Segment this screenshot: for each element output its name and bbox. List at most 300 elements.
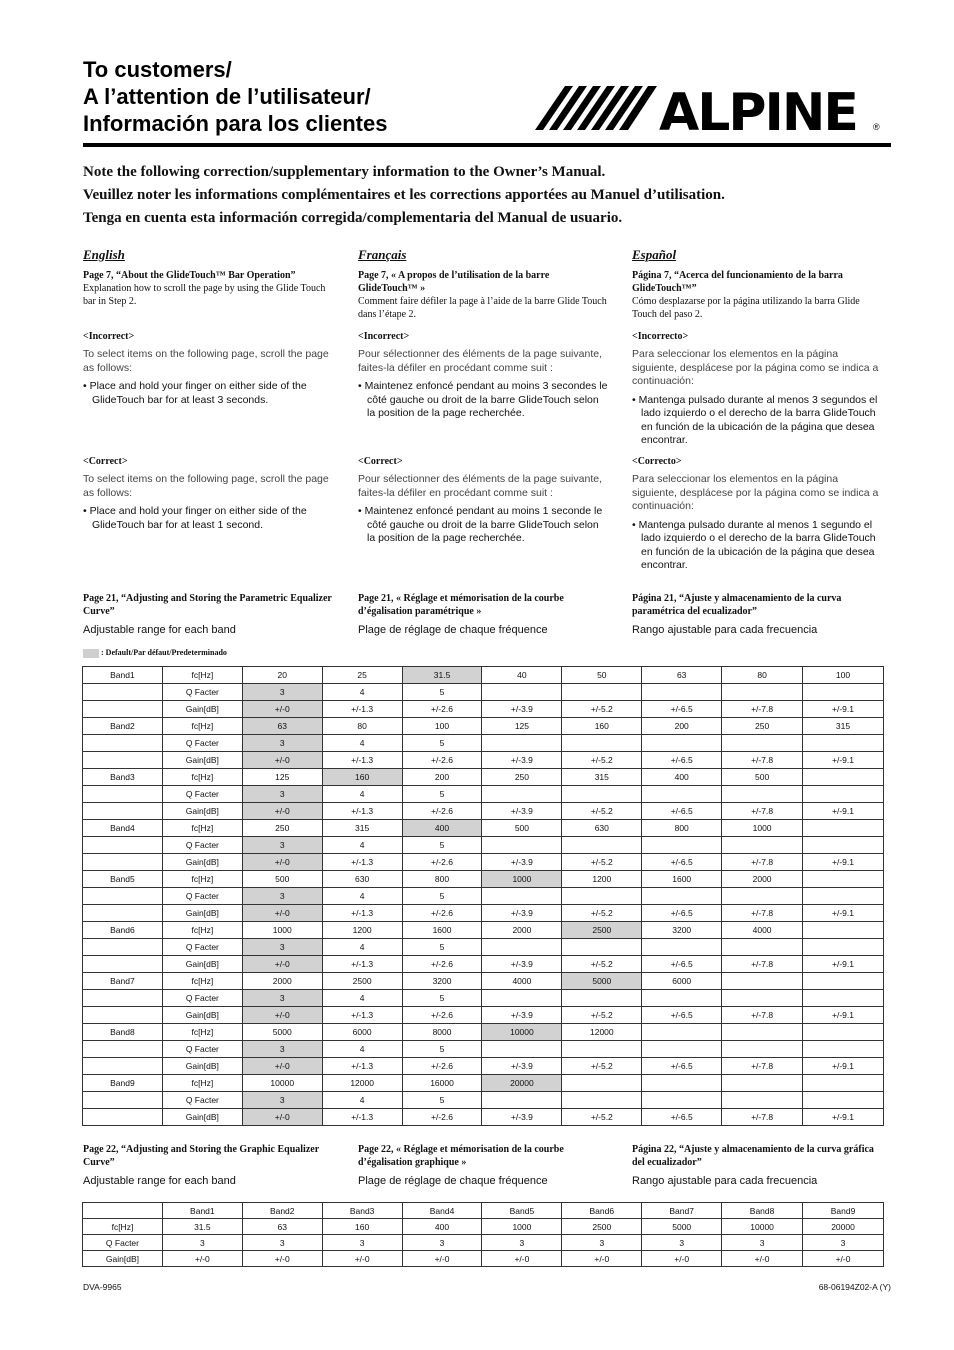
param-label-cell: Q Facter <box>162 837 242 854</box>
registered-mark: ® <box>873 122 880 132</box>
param-label-cell: Q Facter <box>162 1092 242 1109</box>
table-header-row <box>83 1203 884 1219</box>
fc-value-cell <box>722 1024 803 1041</box>
gain-value-cell: +/-2.6 <box>402 701 482 718</box>
q-value-cell <box>642 990 722 1007</box>
param-label-cell: fc[Hz] <box>162 769 242 786</box>
q-value-cell <box>482 684 562 701</box>
table-row <box>83 871 884 888</box>
table-cell: +/-0 <box>642 1251 722 1267</box>
gain-value-cell: +/-1.3 <box>322 1058 402 1075</box>
gain-value-cell: +/-2.6 <box>402 854 482 871</box>
header-rule <box>83 143 891 147</box>
fc-value-cell <box>642 1024 722 1041</box>
table-row <box>83 752 884 769</box>
gain-value-cell: +/-3.9 <box>482 701 562 718</box>
gain-value-cell: +/-5.2 <box>562 701 642 718</box>
fc-value-cell <box>562 1075 642 1092</box>
fc-value-cell: 8000 <box>402 1024 482 1041</box>
english-incorrect <box>83 331 333 407</box>
table-cell: Band5 <box>482 1203 562 1219</box>
gain-value-cell: +/-0 <box>242 1058 322 1075</box>
gain-value-cell: +/-3.9 <box>482 1109 562 1126</box>
fc-value-cell: 1600 <box>642 871 722 888</box>
legend-swatch <box>83 649 99 658</box>
gain-value-cell: +/-6.5 <box>642 1109 722 1126</box>
gain-value-cell: +/-1.3 <box>322 752 402 769</box>
gain-value-cell: +/-3.9 <box>482 1007 562 1024</box>
table-cell: Gain[dB] <box>83 1251 163 1267</box>
page21-title: Page 21, “Adjusting and Storing the Parametric Equalizer Curve” <box>83 593 332 617</box>
fc-value-cell: 5000 <box>242 1024 322 1041</box>
graphic-eq-table <box>82 1202 884 1267</box>
q-value-cell: 4 <box>322 1092 402 1109</box>
gain-value-cell: +/-7.8 <box>722 752 803 769</box>
table-row <box>83 1007 884 1024</box>
q-value-cell <box>642 888 722 905</box>
gain-value-cell: +/-7.8 <box>722 1109 803 1126</box>
table-row <box>83 1109 884 1126</box>
title-line-fr: A l’attention de l’utilisateur/ <box>83 84 371 109</box>
gain-value-cell: +/-5.2 <box>562 752 642 769</box>
band-name-cell <box>83 684 163 701</box>
intro-en: Note the following correction/supplementary information to the Owner’s Manual. <box>83 164 606 180</box>
page21-title: Page 21, « Réglage et mémorisation de la courbe d’égalisation paramétrique » <box>358 593 564 617</box>
gain-value-cell: +/-2.6 <box>402 1007 482 1024</box>
incorrect-text: Pour sélectionner des éléments de la page suivante, faites-la défiler en procédant comme suit : <box>358 348 602 374</box>
table-row <box>83 718 884 735</box>
param-label-cell: Q Facter <box>162 990 242 1007</box>
page22-title: Page 22, « Réglage et mémorisation de la courbe d’égalisation graphique » <box>358 1144 564 1168</box>
band-name-cell: Band7 <box>83 973 163 990</box>
legend-text: : Default/Par défaut/Predeterminado <box>101 648 227 657</box>
gain-value-cell: +/-5.2 <box>562 956 642 973</box>
brand-wordmark: ALPINE <box>659 83 857 136</box>
band-name-cell <box>83 1041 163 1058</box>
q-value-cell <box>722 684 803 701</box>
correct-tag: <Correct> <box>358 456 403 467</box>
fc-value-cell: 160 <box>322 769 402 786</box>
q-value-cell: 5 <box>402 837 482 854</box>
french-correct <box>358 456 608 546</box>
intro-es: Tenga en cuenta esta información corregida/complementaria del Manual de usuario. <box>83 210 623 226</box>
gain-value-cell: +/-6.5 <box>642 956 722 973</box>
correct-text: Para seleccionar los elementos en la página siguiente, desplácese por la página como se indica a continuación: <box>632 473 879 512</box>
fc-value-cell: 315 <box>803 718 884 735</box>
q-value-cell <box>642 1041 722 1058</box>
q-value-cell: 3 <box>242 786 322 803</box>
q-value-cell <box>803 1041 884 1058</box>
gain-value-cell: +/-0 <box>242 701 322 718</box>
q-value-cell <box>562 786 642 803</box>
fc-value-cell: 2000 <box>722 871 803 888</box>
fc-value-cell: 2500 <box>562 922 642 939</box>
band-name-cell <box>83 735 163 752</box>
page21-sub: Adjustable range for each band <box>83 624 236 636</box>
q-value-cell <box>722 990 803 1007</box>
fc-value-cell: 10000 <box>482 1024 562 1041</box>
fc-value-cell: 20000 <box>482 1075 562 1092</box>
fc-value-cell: 2000 <box>482 922 562 939</box>
q-value-cell <box>803 684 884 701</box>
table-cell: Band6 <box>562 1203 642 1219</box>
page7-title: Page 7, « A propos de l’utilisation de la barre GlideTouch™ » <box>358 270 550 294</box>
q-value-cell <box>562 1092 642 1109</box>
fc-value-cell: 200 <box>642 718 722 735</box>
incorrect-bullet: • Maintenez enfoncé pendant au moins 3 secondes le côté gauche ou droit de la barre GlideTouch selon la position de la page recherchée. <box>358 380 608 419</box>
table-cell: 3 <box>722 1235 803 1251</box>
correct-tag: <Correct> <box>83 456 128 467</box>
table-cell: Band8 <box>722 1203 803 1219</box>
gain-value-cell: +/-7.8 <box>722 1007 803 1024</box>
table-row <box>83 1058 884 1075</box>
fc-value-cell: 6000 <box>642 973 722 990</box>
band-name-cell <box>83 837 163 854</box>
correct-text: Pour sélectionner des éléments de la page suivante, faites-la défiler en procédant comme suit : <box>358 473 602 499</box>
q-value-cell: 5 <box>402 735 482 752</box>
q-value-cell <box>562 684 642 701</box>
gain-value-cell: +/-2.6 <box>402 1109 482 1126</box>
fc-value-cell: 315 <box>562 769 642 786</box>
fc-value-cell <box>803 973 884 990</box>
band-name-cell <box>83 786 163 803</box>
english-page21 <box>83 592 333 636</box>
table-row <box>83 1219 884 1235</box>
fc-value-cell <box>803 871 884 888</box>
q-value-cell: 4 <box>322 837 402 854</box>
fc-value-cell <box>803 769 884 786</box>
gain-value-cell: +/-6.5 <box>642 1058 722 1075</box>
param-label-cell: fc[Hz] <box>162 820 242 837</box>
q-value-cell <box>722 1041 803 1058</box>
table-row <box>83 990 884 1007</box>
gain-value-cell: +/-9.1 <box>803 1007 884 1024</box>
fc-value-cell: 1000 <box>722 820 803 837</box>
gain-value-cell: +/-3.9 <box>482 803 562 820</box>
q-value-cell <box>482 1041 562 1058</box>
q-value-cell: 3 <box>242 939 322 956</box>
fc-value-cell: 3200 <box>402 973 482 990</box>
q-value-cell <box>482 837 562 854</box>
gain-value-cell: +/-7.8 <box>722 803 803 820</box>
q-value-cell: 5 <box>402 990 482 1007</box>
table-cell: 31.5 <box>162 1219 242 1235</box>
gain-value-cell: +/-6.5 <box>642 701 722 718</box>
table-cell: +/-0 <box>562 1251 642 1267</box>
correct-bullet: • Maintenez enfoncé pendant au moins 1 seconde le côté gauche ou droit de la barre GlideTouch selon la position de la page recherchée. <box>358 505 603 544</box>
fc-value-cell: 800 <box>642 820 722 837</box>
band-name-cell <box>83 905 163 922</box>
fc-value-cell: 1200 <box>562 871 642 888</box>
table-row <box>83 701 884 718</box>
fc-value-cell: 800 <box>402 871 482 888</box>
gain-value-cell: +/-6.5 <box>642 752 722 769</box>
spanish-page21 <box>632 592 882 636</box>
gain-value-cell: +/-5.2 <box>562 854 642 871</box>
q-value-cell <box>562 735 642 752</box>
table-cell: 3 <box>162 1235 242 1251</box>
table-cell: Band9 <box>803 1203 884 1219</box>
gain-value-cell: +/-7.8 <box>722 905 803 922</box>
param-label-cell: Gain[dB] <box>162 752 242 769</box>
page21-sub: Rango ajustable para cada frecuencia <box>632 624 818 636</box>
gain-value-cell: +/-0 <box>242 803 322 820</box>
q-value-cell <box>722 735 803 752</box>
gain-value-cell: +/-5.2 <box>562 1058 642 1075</box>
table-row <box>83 1092 884 1109</box>
fc-value-cell: 2500 <box>322 973 402 990</box>
table-row <box>83 1075 884 1092</box>
band-name-cell <box>83 939 163 956</box>
fc-value-cell: 6000 <box>322 1024 402 1041</box>
table-row <box>83 820 884 837</box>
correct-text: To select items on the following page, scroll the page as follows: <box>83 473 329 499</box>
band-name-cell: Band4 <box>83 820 163 837</box>
fc-value-cell: 500 <box>722 769 803 786</box>
q-value-cell: 4 <box>322 888 402 905</box>
table-row <box>83 735 884 752</box>
fc-value-cell: 250 <box>722 718 803 735</box>
table-row <box>83 905 884 922</box>
band-name-cell: Band6 <box>83 922 163 939</box>
lang-heading: English <box>83 247 125 262</box>
param-label-cell: Q Facter <box>162 888 242 905</box>
fc-value-cell <box>803 1075 884 1092</box>
fc-value-cell: 63 <box>642 667 722 684</box>
q-value-cell <box>482 888 562 905</box>
fc-value-cell: 16000 <box>402 1075 482 1092</box>
table-row <box>83 888 884 905</box>
gain-value-cell: +/-9.1 <box>803 1109 884 1126</box>
fc-value-cell: 630 <box>562 820 642 837</box>
fc-value-cell: 160 <box>562 718 642 735</box>
fc-value-cell: 250 <box>482 769 562 786</box>
q-value-cell: 3 <box>242 684 322 701</box>
table-row <box>83 956 884 973</box>
fc-value-cell: 31.5 <box>402 667 482 684</box>
incorrect-bullet: • Mantenga pulsado durante al menos 3 segundos el lado izquierdo o el derecho de la barra GlideTouch en función de la ubicación de la página que desea encontrar. <box>632 393 878 446</box>
gain-value-cell: +/-1.3 <box>322 701 402 718</box>
band-name-cell: Band3 <box>83 769 163 786</box>
fc-value-cell: 200 <box>402 769 482 786</box>
fc-value-cell: 400 <box>402 820 482 837</box>
q-value-cell <box>562 939 642 956</box>
param-label-cell: Gain[dB] <box>162 1109 242 1126</box>
gain-value-cell: +/-0 <box>242 1109 322 1126</box>
spanish-incorrect <box>632 331 882 448</box>
fc-value-cell: 1000 <box>482 871 562 888</box>
page22-title: Page 22, “Adjusting and Storing the Graphic Equalizer Curve” <box>83 1144 319 1168</box>
correct-tag: <Correcto> <box>632 456 682 467</box>
gain-value-cell: +/-3.9 <box>482 752 562 769</box>
page21-title: Página 21, “Ajuste y almacenamiento de la curva paramétrica del ecualizador” <box>632 593 842 617</box>
gain-value-cell: +/-0 <box>242 956 322 973</box>
page22-sub: Adjustable range for each band <box>83 1175 236 1187</box>
fc-value-cell: 4000 <box>722 922 803 939</box>
fc-value-cell <box>803 1024 884 1041</box>
q-value-cell: 3 <box>242 837 322 854</box>
q-value-cell <box>482 990 562 1007</box>
table-cell: 20000 <box>803 1219 884 1235</box>
fc-value-cell: 125 <box>242 769 322 786</box>
fc-value-cell: 20 <box>242 667 322 684</box>
table-cell: Band7 <box>642 1203 722 1219</box>
table-cell: Q Facter <box>83 1235 163 1251</box>
gain-value-cell: +/-1.3 <box>322 854 402 871</box>
gain-value-cell: +/-9.1 <box>803 854 884 871</box>
gain-value-cell: +/-7.8 <box>722 956 803 973</box>
fc-value-cell: 500 <box>242 871 322 888</box>
gain-value-cell: +/-2.6 <box>402 803 482 820</box>
q-value-cell <box>642 735 722 752</box>
spanish-page22 <box>632 1143 882 1187</box>
q-value-cell: 3 <box>242 888 322 905</box>
gain-value-cell: +/-9.1 <box>803 956 884 973</box>
q-value-cell <box>803 735 884 752</box>
fc-value-cell: 1000 <box>242 922 322 939</box>
english-correct <box>83 456 333 532</box>
band-name-cell: Band8 <box>83 1024 163 1041</box>
fc-value-cell: 100 <box>803 667 884 684</box>
model-number: DVA-9965 <box>83 1282 122 1292</box>
table-cell: 3 <box>803 1235 884 1251</box>
table-row <box>83 1235 884 1251</box>
gain-value-cell: +/-6.5 <box>642 803 722 820</box>
band-name-cell <box>83 956 163 973</box>
gain-value-cell: +/-6.5 <box>642 905 722 922</box>
q-value-cell <box>562 990 642 1007</box>
table-cell: 5000 <box>642 1219 722 1235</box>
gain-value-cell: +/-7.8 <box>722 701 803 718</box>
table-cell: +/-0 <box>482 1251 562 1267</box>
fc-value-cell: 2000 <box>242 973 322 990</box>
fc-value-cell: 125 <box>482 718 562 735</box>
fc-value-cell: 25 <box>322 667 402 684</box>
gain-value-cell: +/-3.9 <box>482 1058 562 1075</box>
band-name-cell: Band2 <box>83 718 163 735</box>
table-cell: +/-0 <box>803 1251 884 1267</box>
q-value-cell <box>803 939 884 956</box>
gain-value-cell: +/-9.1 <box>803 1058 884 1075</box>
gain-value-cell: +/-0 <box>242 752 322 769</box>
fc-value-cell: 40 <box>482 667 562 684</box>
q-value-cell <box>722 939 803 956</box>
table-cell: 400 <box>402 1219 482 1235</box>
q-value-cell: 5 <box>402 888 482 905</box>
q-value-cell: 3 <box>242 990 322 1007</box>
parametric-eq-table <box>82 666 884 1126</box>
gain-value-cell: +/-1.3 <box>322 1007 402 1024</box>
q-value-cell <box>722 888 803 905</box>
param-label-cell: fc[Hz] <box>162 922 242 939</box>
table-cell: 63 <box>242 1219 322 1235</box>
gain-value-cell: +/-9.1 <box>803 803 884 820</box>
page7-desc: Cómo desplazarse por la página utilizando la barra Glide Touch del paso 2. <box>632 296 860 320</box>
gain-value-cell: +/-1.3 <box>322 1109 402 1126</box>
gain-value-cell: +/-5.2 <box>562 1007 642 1024</box>
page21-sub: Plage de réglage de chaque fréquence <box>358 624 548 636</box>
q-value-cell <box>642 1092 722 1109</box>
fc-value-cell <box>722 973 803 990</box>
q-value-cell <box>482 1092 562 1109</box>
page7-desc: Comment faire défiler la page à l’aide de la barre Glide Touch dans l’étape 2. <box>358 296 607 320</box>
param-label-cell: Q Facter <box>162 1041 242 1058</box>
page7-title: Página 7, “Acerca del funcionamiento de la barra GlideTouch™” <box>632 270 843 294</box>
gain-value-cell: +/-5.2 <box>562 1109 642 1126</box>
fc-value-cell: 100 <box>402 718 482 735</box>
band-name-cell <box>83 803 163 820</box>
table-row <box>83 803 884 820</box>
q-value-cell: 5 <box>402 939 482 956</box>
band-name-cell: Band9 <box>83 1075 163 1092</box>
q-value-cell <box>803 1092 884 1109</box>
q-value-cell <box>482 939 562 956</box>
param-label-cell: fc[Hz] <box>162 973 242 990</box>
table-cell: 10000 <box>722 1219 803 1235</box>
q-value-cell <box>482 786 562 803</box>
page22-title: Página 22, “Ajuste y almacenamiento de la curva gráfica del ecualizador” <box>632 1144 874 1168</box>
page22-sub: Rango ajustable para cada frecuencia <box>632 1175 818 1187</box>
page7-desc: Explanation how to scroll the page by using the Glide Touch bar in Step 2. <box>83 283 326 307</box>
param-label-cell: fc[Hz] <box>162 1024 242 1041</box>
fc-value-cell: 10000 <box>242 1075 322 1092</box>
q-value-cell <box>642 786 722 803</box>
param-label-cell: Gain[dB] <box>162 803 242 820</box>
q-value-cell <box>722 837 803 854</box>
q-value-cell <box>642 684 722 701</box>
table-row <box>83 1251 884 1267</box>
q-value-cell <box>642 939 722 956</box>
column-spanish <box>632 247 882 321</box>
correct-bullet: • Place and hold your finger on either side of the GlideTouch bar for at least 1 second. <box>83 505 307 531</box>
incorrect-tag: <Incorrecto> <box>632 331 689 342</box>
spanish-correct <box>632 456 882 573</box>
band-name-cell <box>83 888 163 905</box>
fc-value-cell <box>803 922 884 939</box>
table-cell: 3 <box>322 1235 402 1251</box>
default-legend <box>83 648 227 658</box>
band-name-cell <box>83 701 163 718</box>
fc-value-cell <box>722 1075 803 1092</box>
document-code: 68-06194Z02-A (Y) <box>818 1282 891 1292</box>
q-value-cell <box>562 888 642 905</box>
q-value-cell <box>803 786 884 803</box>
lang-heading: Français <box>358 247 407 262</box>
table-cell: Band3 <box>322 1203 402 1219</box>
table-row <box>83 1024 884 1041</box>
french-page21 <box>358 592 608 636</box>
param-label-cell: Gain[dB] <box>162 956 242 973</box>
column-english <box>83 247 333 308</box>
french-incorrect <box>358 331 608 421</box>
q-value-cell: 4 <box>322 684 402 701</box>
gain-value-cell: +/-3.9 <box>482 956 562 973</box>
band-name-cell <box>83 1058 163 1075</box>
page-title <box>83 56 387 137</box>
table-cell: +/-0 <box>322 1251 402 1267</box>
fc-value-cell <box>803 820 884 837</box>
table-row <box>83 837 884 854</box>
english-page22 <box>83 1143 333 1187</box>
q-value-cell <box>642 837 722 854</box>
band-name-cell: Band5 <box>83 871 163 888</box>
band-name-cell: Band1 <box>83 667 163 684</box>
table-cell: Band4 <box>402 1203 482 1219</box>
param-label-cell: Gain[dB] <box>162 701 242 718</box>
table-row <box>83 973 884 990</box>
table-cell: Band2 <box>242 1203 322 1219</box>
q-value-cell <box>482 735 562 752</box>
